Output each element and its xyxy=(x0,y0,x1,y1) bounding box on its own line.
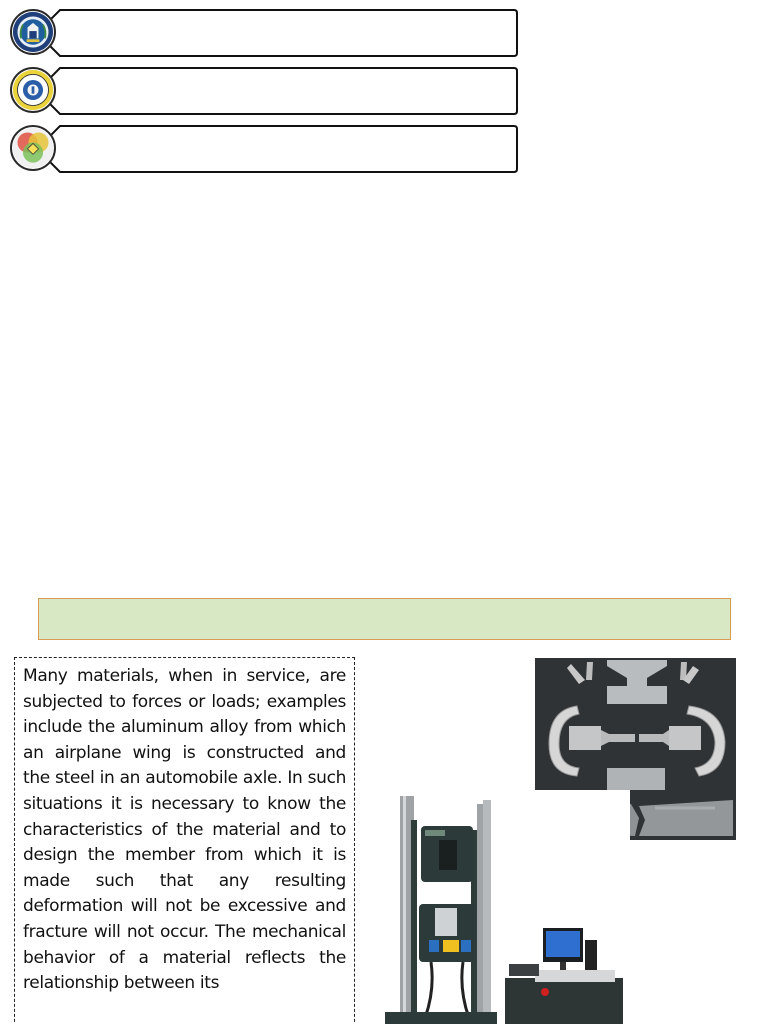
header-row-1 xyxy=(10,9,518,57)
header-row-2 xyxy=(10,67,518,115)
college-seal-icon xyxy=(10,67,56,113)
department-logo-icon xyxy=(10,125,56,171)
header-bar-2 xyxy=(48,67,518,115)
universal-testing-machine-photo xyxy=(385,790,630,1024)
section-title-banner xyxy=(38,598,731,640)
university-seal-icon xyxy=(10,9,56,55)
body-text-box xyxy=(14,657,355,1024)
header-bar-1 xyxy=(48,9,518,57)
body-paragraph: Many materials, when in service, are subjected to forces or loads; examples include the aluminum alloy from which an airplane wing is constructed and the steel in an automobile axle. In such situations it is necessary to know the characteristics of the material and to design the member from which it is made such that any resulting deformation will not be excessive and fracture will not occur. The mechanical behavior of a material reflects the relationship between its xyxy=(23,666,346,994)
header-bar-3 xyxy=(48,125,518,173)
header-row-3 xyxy=(10,125,518,173)
